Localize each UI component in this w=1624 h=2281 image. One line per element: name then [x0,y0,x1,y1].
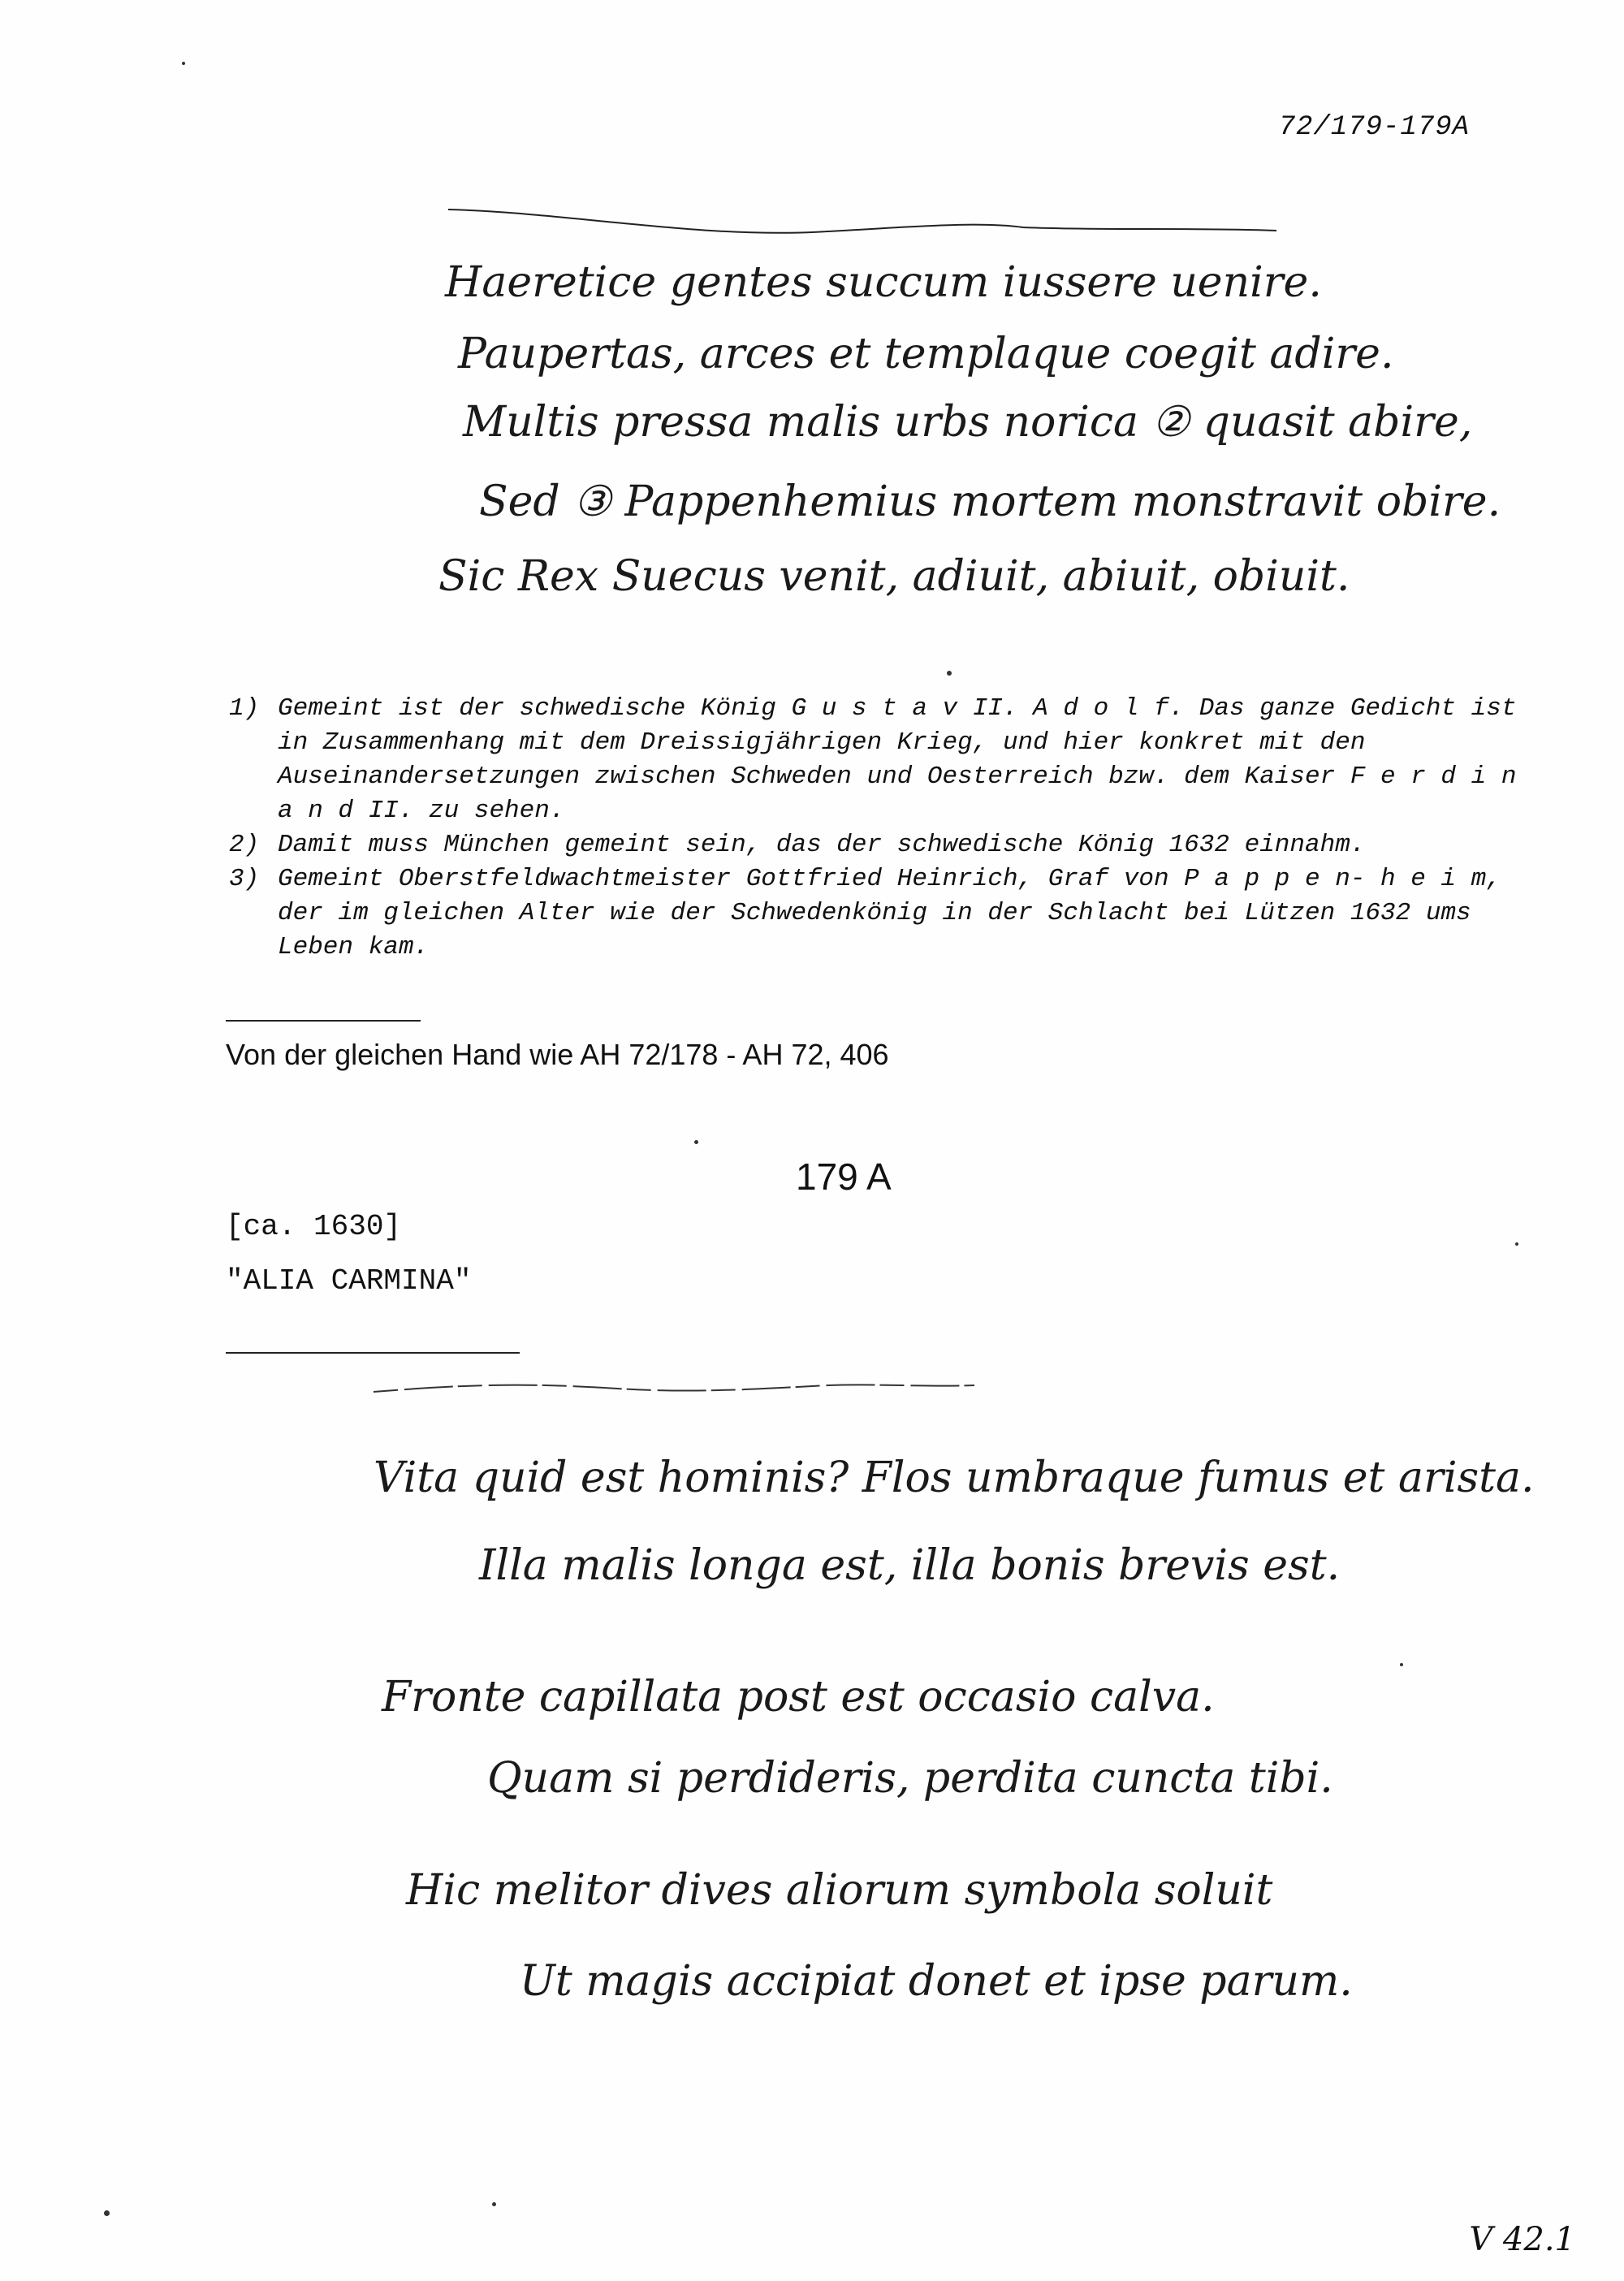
divider-rule-2 [226,1352,520,1354]
footnotes [229,692,1544,965]
footnote-text: Gemeint ist der schwedische König G u s t a v II. A d o l f. Das ganze Gedicht ist in Zusammenhang mit dem Dreissigjährigen Krieg, und hier konkret mit den Auseinandersetzungen zwischen Schweden und Oesterreich bzw. dem Kaiser F e r d i n a n d II. zu sehen. [278,694,1517,825]
footnote-number: 2) [229,831,260,859]
reference-number: 72/179-179A [1278,112,1470,143]
scan-speck [694,1140,698,1144]
footnote-1 [229,692,1544,828]
manuscript-bottom-line-4: Quam si perdideris, perdita cuncta tibi. [487,1754,1333,1803]
footnote-number: 1) [229,694,260,723]
attribution-note: Von der gleichen Hand wie AH 72/178 - AH 72, 406 [226,1038,889,1071]
manuscript-bottom-line-2: Illa malis longa est, illa bonis brevis est. [479,1541,1341,1590]
scan-speck [104,2210,110,2216]
manuscript-top-line-1: Haeretice gentes succum iussere uenire. [445,258,1322,307]
manuscript-top-line-4: Sed ③ Pappenhemius mortem monstravit obire. [479,477,1501,526]
manuscript-top-line-2: Paupertas, arces et templaque coegit adire. [458,330,1394,378]
scan-speck [947,671,952,676]
manuscript-top-edge [0,0,1624,244]
manuscript-bottom-edge [0,1364,1624,1429]
scan-speck [1400,1663,1403,1666]
divider-rule-1 [226,1020,421,1022]
manuscript-bottom-line-5: Hic melitor dives aliorum symbola soluit [406,1866,1273,1915]
manuscript-top-line-5: Sic Rex Suecus venit, adiuit, abiuit, obiuit. [438,552,1350,601]
footnote-text: Damit muss München gemeint sein, das der schwedische König 1632 einnahm. [278,831,1366,859]
footnote-number: 3) [229,865,260,893]
footnote-3 [229,862,1544,965]
scan-speck [492,2202,496,2206]
footnote-2 [229,828,1544,862]
manuscript-bottom-line-1: Vita quid est hominis? Flos umbraque fumus et arista. [374,1454,1535,1502]
manuscript-bottom-line-3: Fronte capillata post est occasio calva. [382,1673,1215,1722]
scan-speck [1515,1242,1518,1246]
section-title: 179 A [796,1156,892,1198]
date-line: [ca. 1630] [226,1210,402,1243]
manuscript-top-line-3: Multis pressa malis urbs norica ② quasit abire, [463,398,1473,447]
manuscript-bottom-line-6: Ut magis accipiat donet et ipse parum. [520,1957,1353,2006]
footnote-text: Gemeint Oberstfeldwachtmeister Gottfried Heinrich, Graf von P a p p e n- h e i m, der im gleichen Alter wie der Schwedenkönig in der Schlacht bei Lützen 1632 ums Leben kam. [278,865,1501,961]
poem-title: "ALIA CARMINA" [226,1264,472,1298]
scan-speck [182,62,185,65]
corner-mark: V 42.1 [1469,2221,1575,2258]
